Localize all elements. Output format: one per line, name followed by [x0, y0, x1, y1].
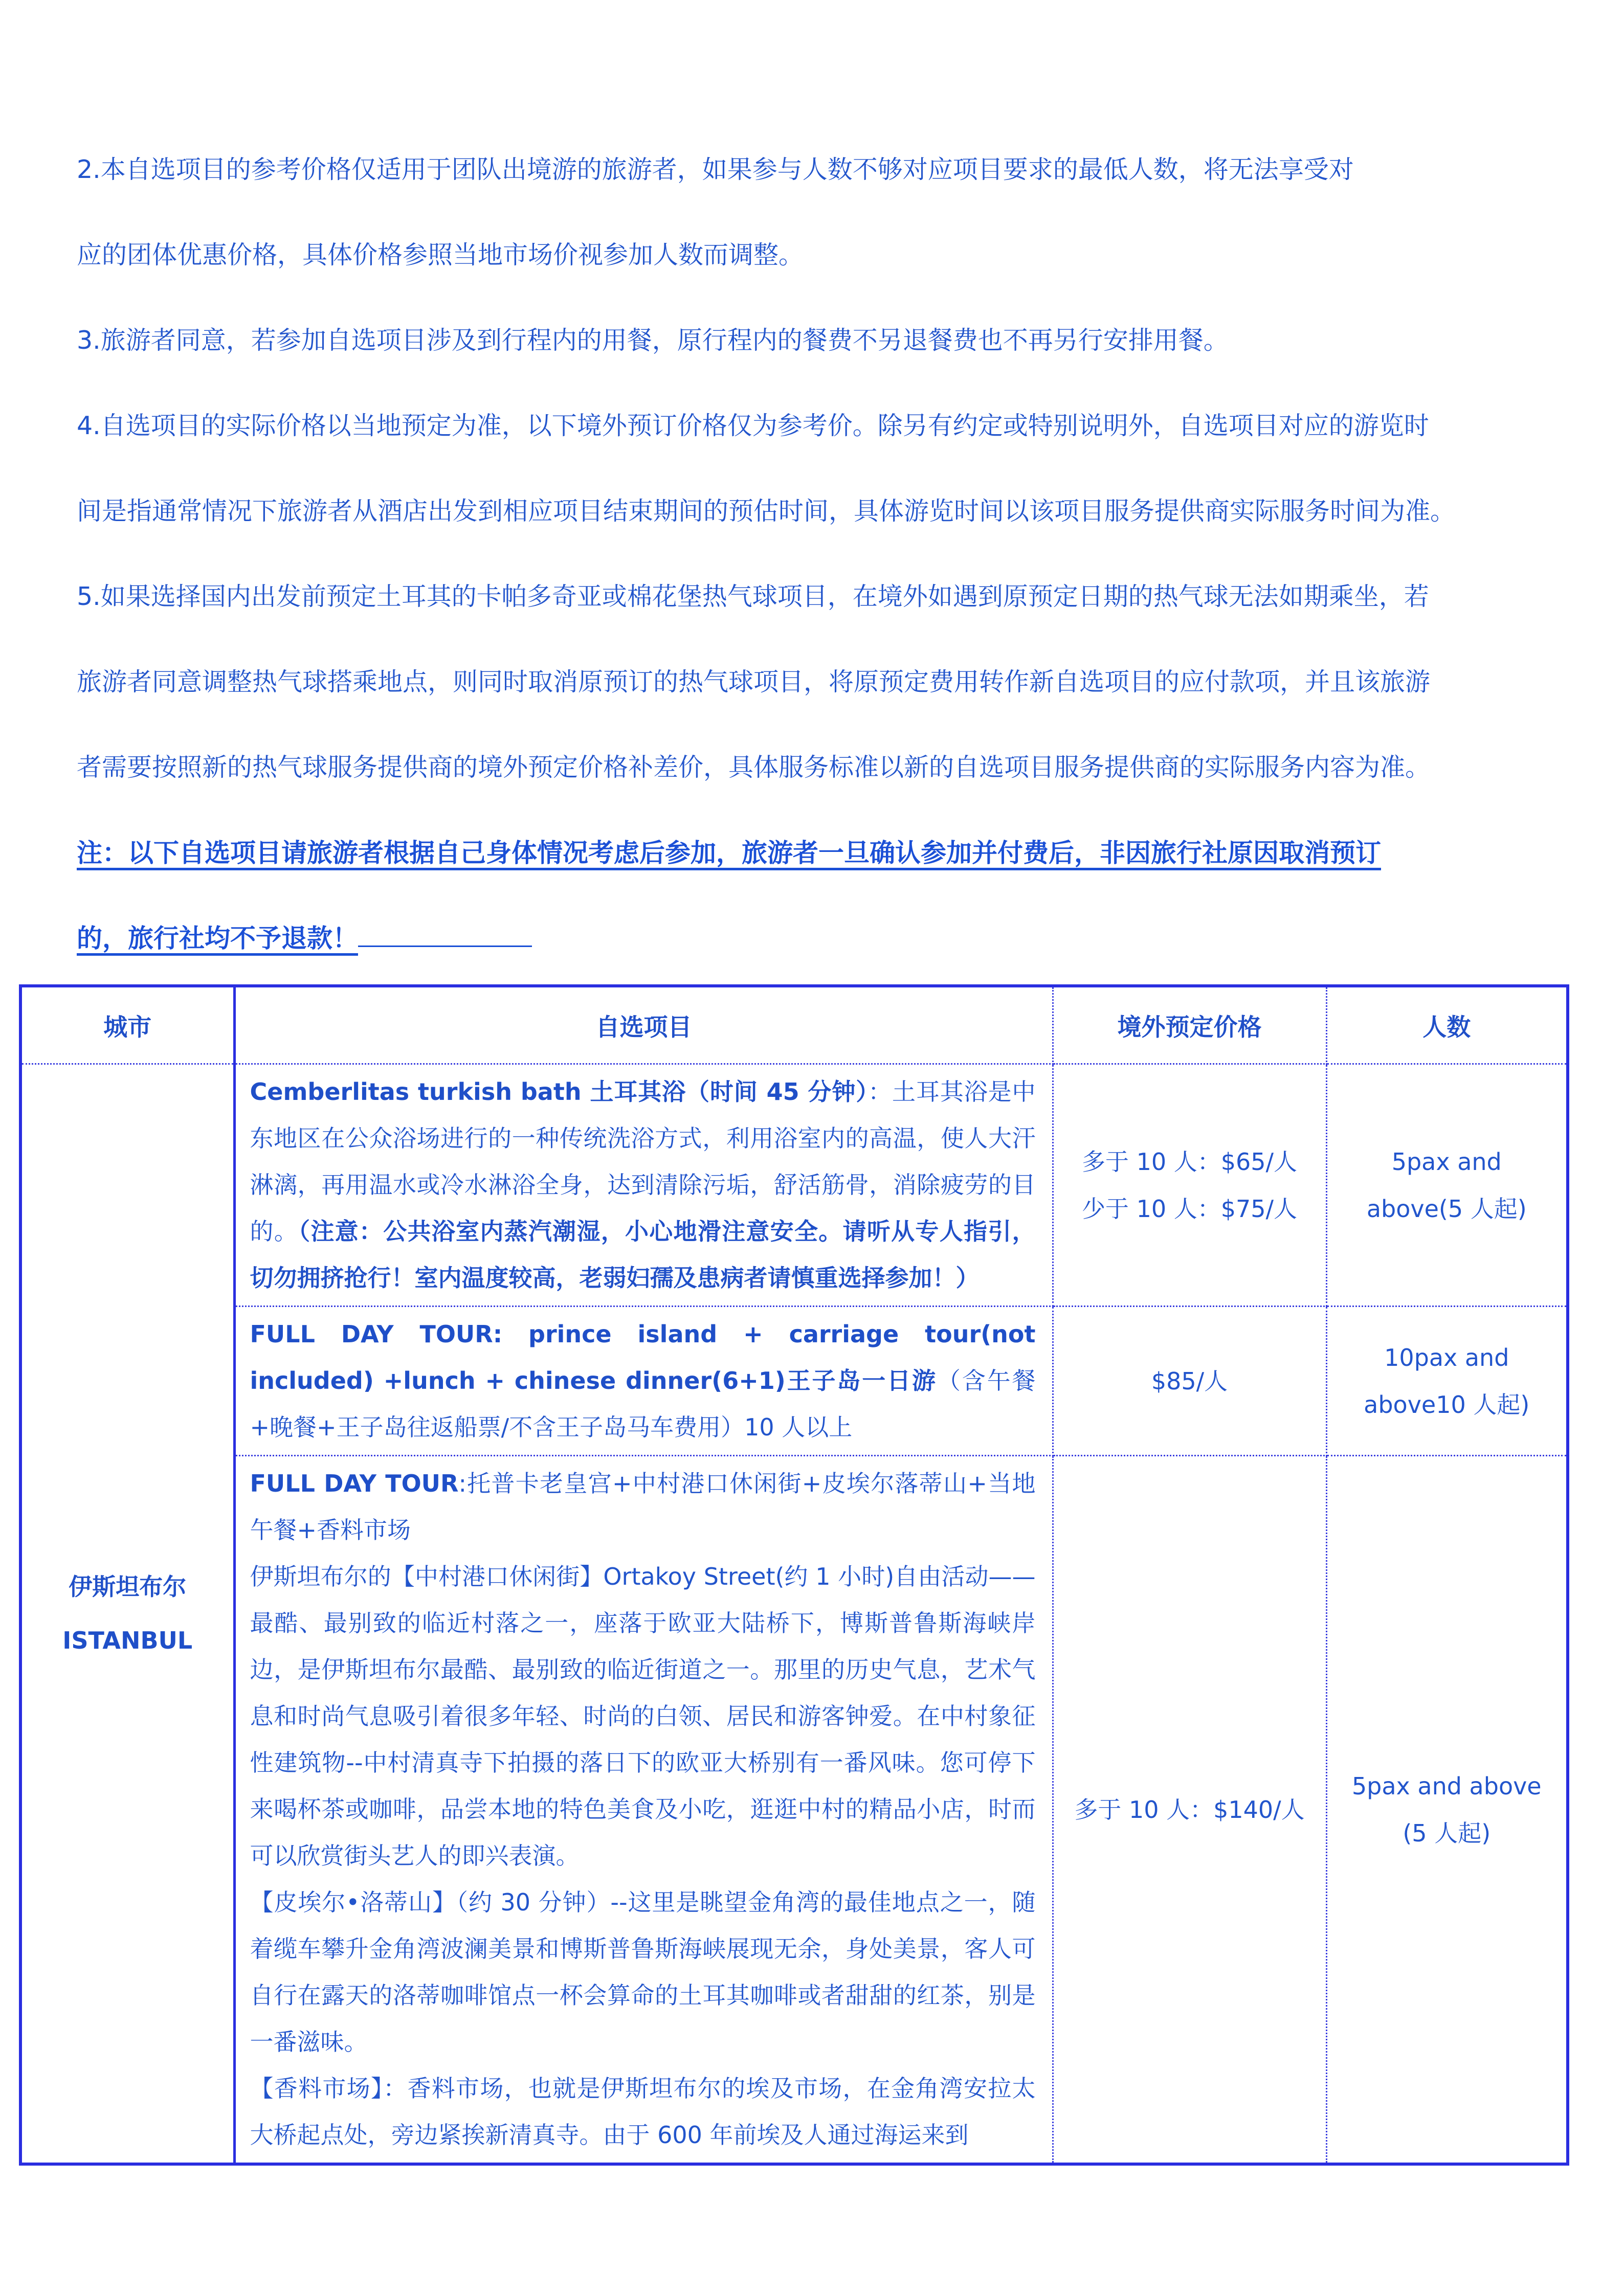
table-row	[20, 1307, 1568, 1456]
refund-note: 注：以下自选项目请旅游者根据自己身体情况考虑后参加，旅游者一旦确认参加并付费后，非因旅行社原因取消预订 的，旅行社均不予退款！	[77, 838, 1381, 953]
pax-turkish-bath: 5pax and above(5 人起)	[1326, 1064, 1568, 1307]
item-title: FULL DAY TOUR	[250, 1470, 459, 1497]
item-paragraph-pierre-loti: 【皮埃尔•洛蒂山】（约 30 分钟）--这里是眺望金角湾的最佳地点之一，随着缆车攀升金角湾波澜美景和博斯普鲁斯海峡展现无余，身处美景，客人可自行在露天的洛蒂咖啡馆点一杯会算命的土耳其咖啡或者甜甜的红茶，别是一番滋味。	[250, 1888, 1036, 2056]
pax-full-day-tour: 5pax and above (5 人起)	[1326, 1456, 1568, 2165]
table-row	[20, 1456, 1568, 2165]
paragraph-5: 5.如果选择国内出发前预定土耳其的卡帕多奇亚或棉花堡热气球项目，在境外如遇到原预定日期的热气球无法如期乘坐，若 旅游者同意调整热气球搭乘地点，则同时取消原预订的热气球项目，将原预定费用转作新自选项目的应付款项，并且该旅游 者需要按照新的热气球服务提供商的境外预定价格补差价，具体服务标准以新的自选项目服务提供商的实际服务内容为准。	[77, 582, 1431, 782]
item-warning: （注意：公共浴室内蒸汽潮湿，小心地滑注意安全。请听从专人指引，切勿拥挤抢行！室内温度较高，老弱妇孺及患病者请慎重选择参加！）	[250, 1218, 1036, 1292]
price-full-day-tour: 多于 10 人：$140/人	[1053, 1456, 1326, 2165]
item-desc: :托普卡老皇宫+中村港口休闲街+皮埃尔落蒂山+当地午餐+香料市场	[250, 1470, 1036, 1544]
item-prince-island	[234, 1307, 1053, 1456]
item-desc: （含午餐+晚餐+王子岛往返船票/不含王子岛马车费用）10 人以上	[250, 1367, 1036, 1441]
item-title: Cemberlitas turkish bath 土耳其浴（时间 45 分钟）	[250, 1078, 869, 1106]
pax-prince-island: 10pax and above10 人起)	[1326, 1307, 1568, 1456]
price-prince-island: $85/人	[1053, 1307, 1326, 1456]
city-name-cn: 伊斯坦布尔	[69, 1572, 187, 1601]
paragraph-2: 2.本自选项目的参考价格仅适用于团队出境游的旅游者，如果参与人数不够对应项目要求的最低人数，将无法享受对 应的团体优惠价格，具体价格参照当地市场价视参加人数而调整。	[77, 155, 1354, 269]
price-turkish-bath: 多于 10 人：$65/人 少于 10 人：$75/人	[1053, 1064, 1326, 1307]
item-desc: ：土耳其浴是中东地区在公众浴场进行的一种传统洗浴方式，利用浴室内的高温，使人大汗淋漓，再用温水或冷水淋浴全身，达到清除污垢，舒活筋骨，消除疲劳的目的。	[250, 1078, 1036, 1245]
item-full-day-tour	[234, 1456, 1053, 2165]
header-pax: 人数	[1326, 986, 1568, 1064]
header-city: 城市	[20, 986, 234, 1064]
header-price: 境外预定价格	[1053, 986, 1326, 1064]
header-item: 自选项目	[234, 986, 1053, 1064]
table-header-row	[20, 986, 1568, 1064]
item-paragraph-spice-market: 【香料市场】：香料市场，也就是伊斯坦布尔的埃及市场，在金角湾安拉太大桥起点处，旁边紧挨新清真寺。由于 600 年前埃及人通过海运来到	[250, 2075, 1036, 2149]
optional-items-table	[19, 984, 1569, 2166]
item-paragraph-ortakoy: 伊斯坦布尔的【中村港口休闲街】Ortakoy Street(约 1 小时)自由活动——最酷、最别致的临近村落之一，座落于欧亚大陆桥下，博斯普鲁斯海峡岸边，是伊斯坦布尔最酷、最别致的临近街道之一。那里的历史气息，艺术气息和时尚气息吸引着很多年轻、时尚的白领、居民和游客钟爱。在中村象征性建筑物--中村清真寺下拍摄的落日下的欧亚大桥别有一番风味。您可停下来喝杯茶或咖啡，品尝本地的特色美食及小吃，逛逛中村的精品小店，时而可以欣赏街头艺人的即兴表演。	[250, 1563, 1036, 1870]
city-name-en: ISTANBUL	[62, 1626, 193, 1654]
item-turkish-bath	[234, 1064, 1053, 1307]
city-cell	[20, 1064, 234, 2165]
table-row	[20, 1064, 1568, 1307]
item-title: FULL DAY TOUR: prince island + carriage tour(not included) +lunch + chinese dinner(6+1)王子岛一日游	[250, 1320, 1036, 1394]
paragraph-3: 3.旅游者同意，若参加自选项目涉及到行程内的用餐，原行程内的餐费不另退餐费也不再另行安排用餐。	[77, 326, 1229, 355]
paragraph-4: 4.自选项目的实际价格以当地预定为准，以下境外预订价格仅为参考价。除另有约定或特别说明外，自选项目对应的游览时 间是指通常情况下旅游者从酒店出发到相应项目结束期间的预估时间，具体游览时间以该项目服务提供商实际服务时间为准。	[77, 411, 1456, 526]
